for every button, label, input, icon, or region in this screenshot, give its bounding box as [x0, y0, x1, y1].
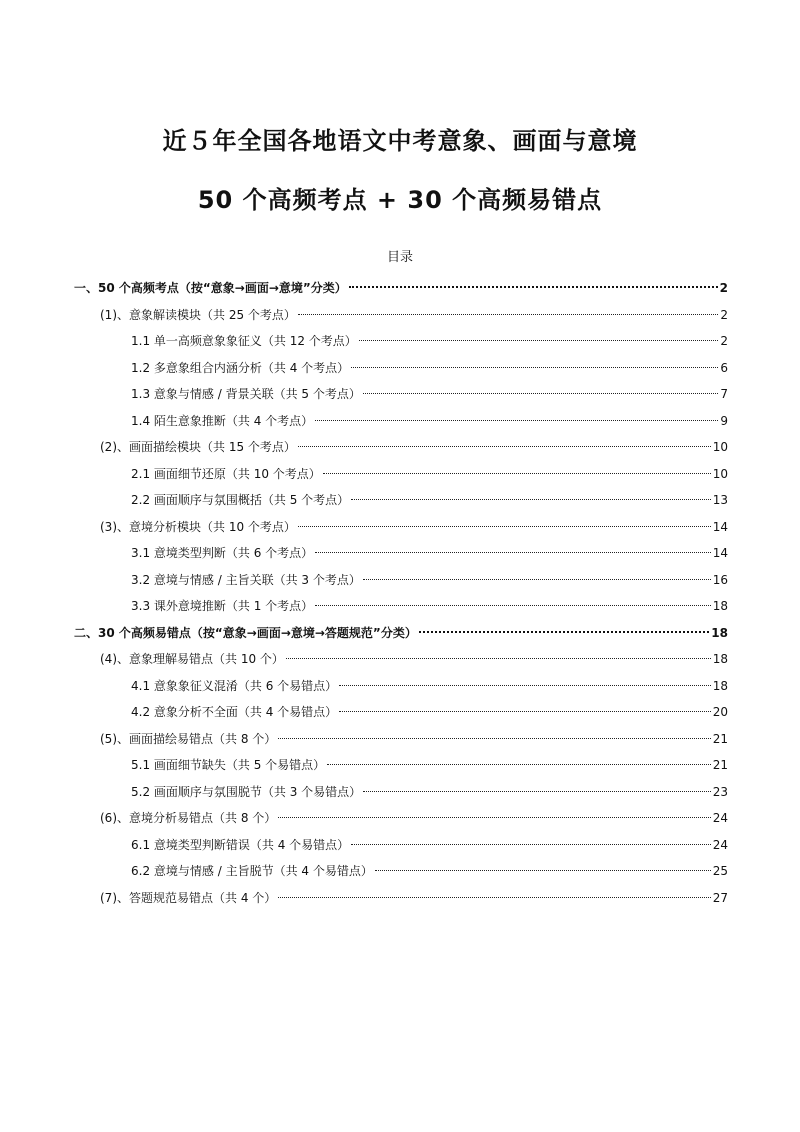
toc-leader-dots — [419, 630, 709, 633]
toc-entry-label: 1.4 陌生意象推断（共 4 个考点） — [131, 413, 314, 428]
toc-entry[interactable] — [131, 408, 728, 434]
toc-page-number: 6 — [720, 360, 728, 375]
toc-page-number: 24 — [712, 811, 728, 825]
toc-leader-dots — [351, 498, 711, 500]
toc-page-number: 10 — [712, 440, 728, 454]
toc-page-number: 27 — [712, 890, 728, 905]
toc-page-number: 9 — [720, 413, 728, 428]
toc-leader-dots — [315, 551, 711, 553]
toc-page-number: 10 — [712, 466, 728, 481]
toc-leader-dots — [298, 525, 711, 527]
toc-entry[interactable] — [131, 567, 728, 593]
toc-entry-label: 2.1 画面细节还原（共 10 个考点） — [131, 466, 321, 481]
toc-entry[interactable] — [100, 646, 728, 672]
toc-entry[interactable] — [131, 381, 728, 407]
toc-entry-label: 2.2 画面顺序与氛围概括（共 5 个考点） — [131, 493, 350, 507]
toc-leader-dots — [349, 285, 718, 288]
toc-entry[interactable] — [100, 514, 728, 540]
toc-page-number: 18 — [712, 599, 728, 613]
toc-page-number: 25 — [712, 864, 728, 878]
toc-page-number: 7 — [720, 387, 728, 401]
toc-entry[interactable] — [100, 302, 728, 328]
toc-entry[interactable] — [100, 726, 728, 752]
toc-leader-dots — [323, 472, 711, 474]
toc-entry-label: 3.3 课外意境推断（共 1 个考点） — [131, 599, 314, 613]
toc-leader-dots — [359, 339, 719, 341]
toc-entry-label: 4.2 意象分析不全面（共 4 个易错点） — [131, 705, 338, 719]
toc-entry-label: 1.2 多意象组合内涵分析（共 4 个考点） — [131, 360, 350, 375]
toc-entry[interactable] — [100, 434, 728, 460]
toc-entry-label: 1.1 单一高频意象象征义（共 12 个考点） — [131, 334, 357, 348]
toc-leader-dots — [351, 843, 711, 845]
toc-entry[interactable] — [131, 673, 728, 699]
toc-entry[interactable] — [100, 885, 728, 911]
toc-entry[interactable] — [131, 487, 728, 513]
toc-entry-label: 3.1 意境类型判断（共 6 个考点） — [131, 546, 314, 560]
toc-entry[interactable] — [131, 328, 728, 354]
toc-leader-dots — [278, 816, 710, 818]
toc-entry-label: (1)、意象解读模块（共 25 个考点） — [100, 307, 296, 322]
toc-entry-label: 6.2 意境与情感 / 主旨脱节（共 4 个易错点） — [131, 864, 373, 878]
toc-leader-dots — [286, 657, 711, 659]
toc-leader-dots — [315, 604, 711, 606]
toc-entry-label: 5.2 画面顺序与氛围脱节（共 3 个易错点） — [131, 784, 362, 799]
toc-entry-label: (6)、意境分析易错点（共 8 个） — [100, 811, 277, 825]
toc-entry-label: 二、30 个高频易错点（按“意象→画面→意境→答题规范”分类） — [74, 625, 417, 640]
toc-entry[interactable] — [131, 858, 728, 884]
toc-page-number: 23 — [712, 784, 728, 799]
toc-entry[interactable] — [131, 832, 728, 858]
toc-leader-dots — [339, 684, 711, 686]
toc-page-number: 18 — [712, 652, 728, 666]
toc-entry-label: (7)、答题规范易错点（共 4 个） — [100, 890, 277, 905]
toc-leader-dots — [363, 578, 711, 580]
toc-page-number: 2 — [719, 281, 728, 295]
toc-page-number: 24 — [712, 837, 728, 852]
toc-entry-label: (5)、画面描绘易错点（共 8 个） — [100, 731, 277, 746]
toc-leader-dots — [315, 419, 718, 421]
toc-entry[interactable] — [131, 779, 728, 805]
toc-entry-label: 4.1 意象象征义混淆（共 6 个易错点） — [131, 678, 338, 693]
toc-entry-label: 6.1 意境类型判断错误（共 4 个易错点） — [131, 837, 350, 852]
toc-leader-dots — [298, 445, 711, 447]
toc-leader-dots — [351, 366, 718, 368]
toc-page-number: 18 — [711, 625, 728, 640]
toc-leader-dots — [363, 392, 719, 394]
toc-page-number: 14 — [712, 546, 728, 560]
toc-entry-label: 一、50 个高频考点（按“意象→画面→意境”分类） — [74, 281, 347, 295]
document-title: 近５年全国各地语文中考意象、画面与意境 — [162, 127, 638, 155]
toc-leader-dots — [298, 313, 718, 315]
toc-entry[interactable] — [131, 699, 728, 725]
toc-entry-label: (2)、画面描绘模块（共 15 个考点） — [100, 440, 296, 454]
toc-entry-label: (3)、意境分析模块（共 10 个考点） — [100, 519, 296, 534]
toc-page-number: 18 — [712, 678, 728, 693]
toc-page-number: 21 — [712, 731, 728, 746]
toc-leader-dots — [278, 896, 710, 898]
toc-entry[interactable] — [131, 593, 728, 619]
toc-leader-dots — [339, 710, 711, 712]
toc-entry[interactable] — [131, 540, 728, 566]
toc-leader-dots — [375, 869, 711, 871]
toc-entry[interactable] — [74, 275, 728, 301]
toc-page-number: 14 — [712, 519, 728, 534]
toc-page-number: 2 — [720, 307, 728, 322]
toc-page-number: 13 — [712, 493, 728, 507]
toc-entry[interactable] — [131, 752, 728, 778]
toc-leader-dots — [363, 790, 711, 792]
toc-entry[interactable] — [131, 461, 728, 487]
toc-page-number: 20 — [712, 705, 728, 719]
toc-heading: 目录 — [386, 250, 413, 265]
toc-page-number: 2 — [720, 334, 728, 348]
toc-leader-dots — [327, 763, 711, 765]
document-subtitle: 50 个高频考点 + 30 个高频易错点 — [197, 186, 603, 214]
toc-page-number: 21 — [712, 758, 728, 772]
toc-entry-label: 1.3 意象与情感 / 背景关联（共 5 个考点） — [131, 387, 361, 401]
toc-entry-label: 3.2 意境与情感 / 主旨关联（共 3 个考点） — [131, 572, 361, 587]
toc-entry[interactable] — [100, 805, 728, 831]
toc-entry[interactable] — [131, 355, 728, 381]
toc-entry-label: (4)、意象理解易错点（共 10 个） — [100, 652, 284, 666]
toc-page-number: 16 — [712, 572, 728, 587]
toc-leader-dots — [278, 737, 710, 739]
toc-entry-label: 5.1 画面细节缺失（共 5 个易错点） — [131, 758, 326, 772]
toc-entry[interactable] — [74, 620, 728, 646]
